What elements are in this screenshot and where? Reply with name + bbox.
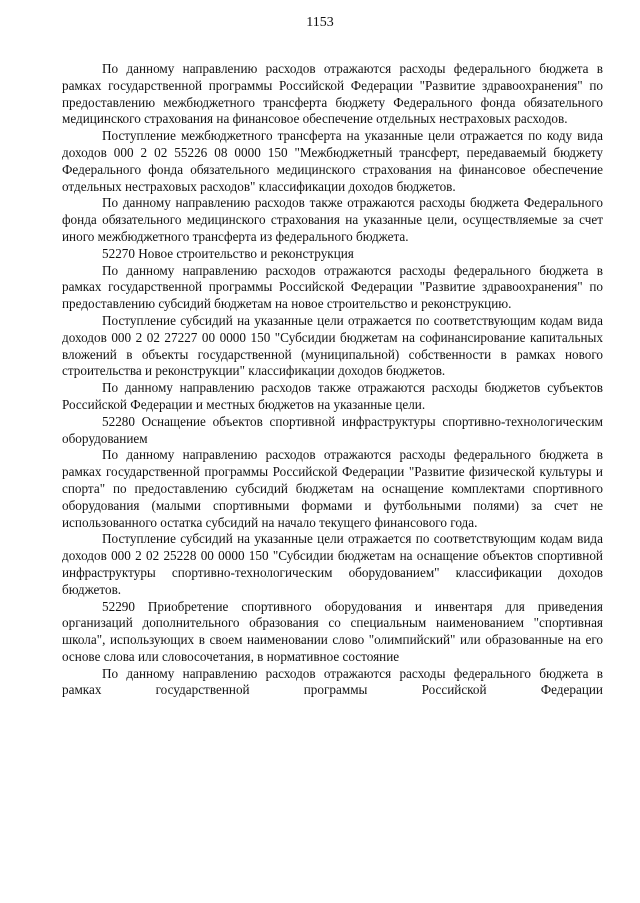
section-heading-52290: 52290 Приобретение спортивного оборудования и инвентаря для приведения организаций дополнительного образования со специальным наименованием "спортивная школа", использующих в своем наименовании слово "олимпийский" или образованные на его основе слова или словосочетания, в нормативное состояние bbox=[62, 598, 603, 664]
paragraph-2: Поступление межбюджетного трансферта на указанные цели отражается по коду вида доходов 000 2 02 55226 08 0000 150 "Межбюджетный трансферт, передаваемый бюджету Федерального фонда обязательного медицинского страхования на финансовое обеспечение отдельных нестраховых расходов" классификации доходов бюджетов. bbox=[62, 128, 603, 194]
section-heading-52280: 52280 Оснащение объектов спортивной инфраструктуры спортивно-технологическим оборудованием bbox=[62, 413, 603, 446]
paragraph-10: Поступление субсидий на указанные цели отражается по соответствующим кодам вида доходов 000 2 02 25228 00 0000 150 "Субсидии бюджетам на оснащение объектов спортивной инфраструктуры спортивно-технологическим оборудованием" классификации доходов бюджетов. bbox=[62, 531, 603, 597]
paragraph-7: По данному направлению расходов также отражаются расходы бюджетов субъектов Российской Федерации и местных бюджетов на указанные цели. bbox=[62, 380, 603, 412]
paragraph-3: По данному направлению расходов также отражаются расходы бюджета Федерального фонда обязательного медицинского страхования на указанные цели, осуществляемые за счет иного межбюджетного трансферта из федерального бюджета. bbox=[62, 195, 603, 244]
paragraph-9: По данному направлению расходов отражаются расходы федерального бюджета в рамках государственной программы Российской Федерации "Развитие физической культуры и спорта" по предоставлению субсидий бюджетам на оснащение комплектами спортивного оборудования (малыми спортивными формами и футбольными полями) за счет не использованного остатка субсидий на начало текущего финансового года. bbox=[62, 447, 603, 530]
paragraph-6: Поступление субсидий на указанные цели отражается по соответствующим кодам вида доходов 000 2 02 27227 00 0000 150 "Субсидии бюджетам на софинансирование капитальных вложений в объекты государственной (муниципальной) собственности в рамках нового строительства и реконструкции" классификации доходов бюджетов. bbox=[62, 312, 603, 379]
page-number: 1153 bbox=[306, 15, 334, 30]
paragraph-5: По данному направлению расходов отражаются расходы федерального бюджета в рамках государственной программы Российской Федерации "Развитие здравоохранения" по предоставлению субсидий бюджетам на новое строительство и реконструкцию. bbox=[62, 262, 603, 312]
paragraph-12: По данному направлению расходов отражаются расходы федерального бюджета в рамках государственной программы Российской Федерации bbox=[62, 665, 603, 698]
document-body bbox=[62, 61, 603, 699]
paragraph-1: По данному направлению расходов отражаются расходы федерального бюджета в рамках государственной программы Российской Федерации "Развитие здравоохранения" по предоставлению межбюджетного трансферта бюджету Федерального фонда обязательного медицинского страхования на финансовое обеспечение отдельных нестраховых расходов. bbox=[62, 61, 603, 127]
section-heading-52270: 52270 Новое строительство и реконструкция bbox=[102, 245, 354, 261]
